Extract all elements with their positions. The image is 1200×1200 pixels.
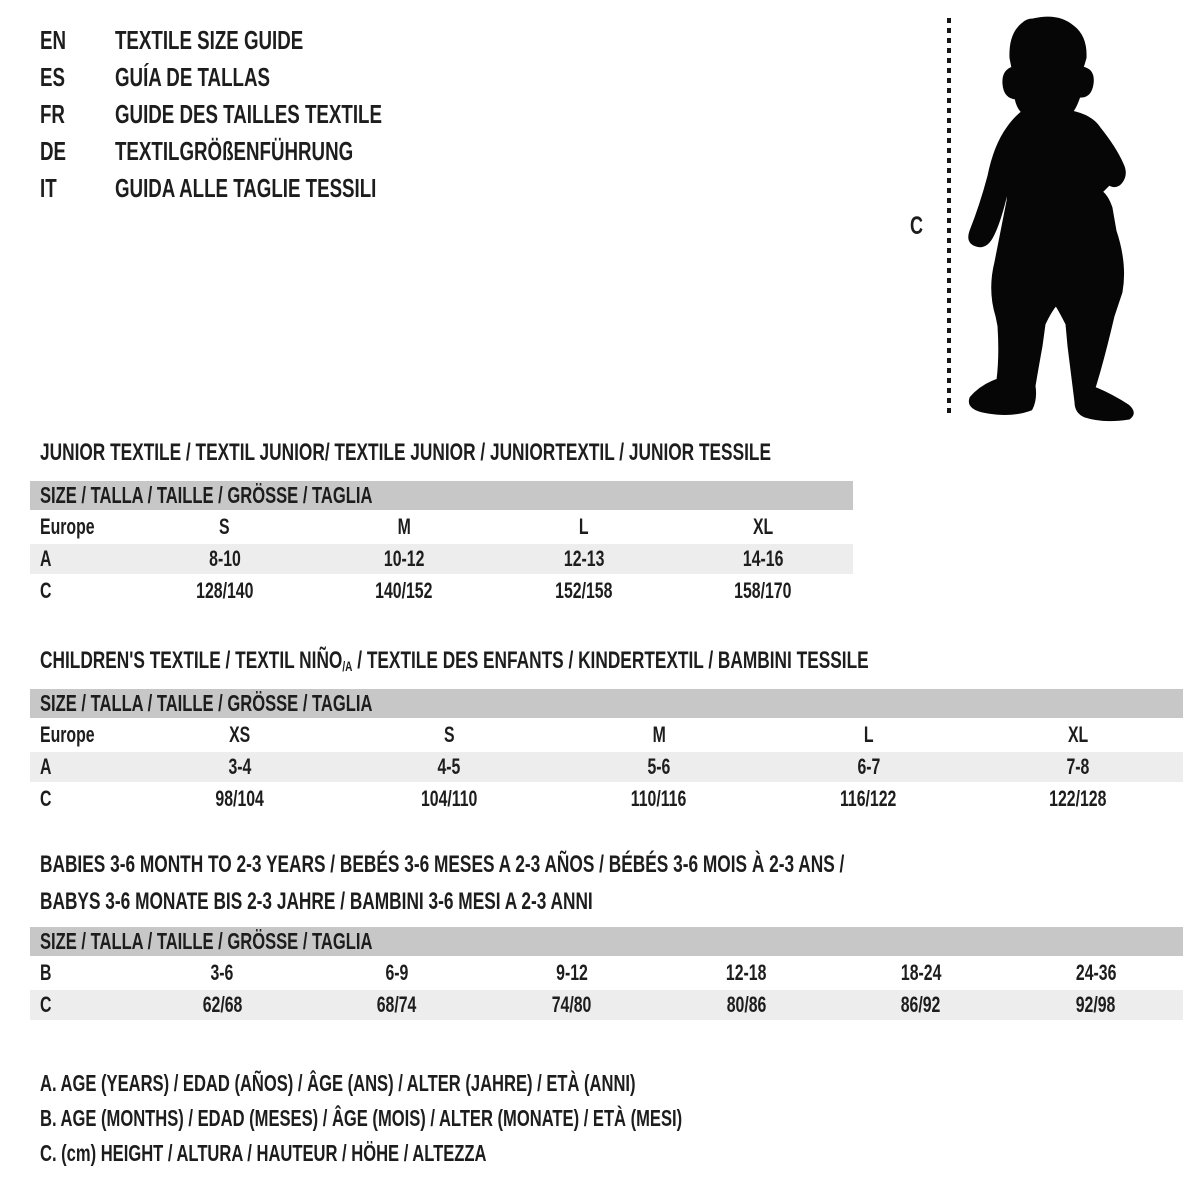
junior-size-table: [30, 479, 853, 608]
children-size-table: [30, 687, 1183, 816]
language-title-list: [40, 22, 486, 207]
table-row: [30, 576, 853, 606]
size-header-label: SIZE / TALLA / TAILLE / GRÖSSE / TAGLIA: [40, 928, 373, 954]
guide-title-de: TEXTILGRÖßENFÜHRUNG: [115, 136, 354, 166]
language-row-es: [40, 59, 486, 96]
row-label: C: [40, 578, 52, 603]
age-cell: 7-8: [1066, 754, 1090, 779]
age-cell: 10-12: [383, 546, 425, 571]
measure-legend: [40, 1066, 932, 1171]
table-row: [30, 958, 1183, 988]
language-code: EN: [40, 25, 67, 55]
height-cell: 158/170: [734, 578, 792, 603]
row-label: Europe: [40, 722, 95, 747]
language-code: FR: [40, 99, 65, 129]
height-cell: 86/92: [901, 992, 941, 1017]
row-label: B: [40, 960, 52, 985]
babies-heading-line2: BABYS 3-6 MONATE BIS 2-3 JAHRE / BAMBINI 3-6 MESI A 2-3 ANNI: [40, 888, 593, 915]
language-row-it: [40, 170, 486, 207]
row-label: A: [40, 754, 52, 779]
row-label: C: [40, 786, 52, 811]
age-cell: 3-4: [228, 754, 252, 779]
table-row: [30, 544, 853, 574]
height-measure-label: C: [910, 212, 924, 240]
size-cell: M: [652, 722, 666, 747]
size-cell: S: [219, 514, 231, 539]
guide-title-it: GUIDA ALLE TAGLIE TESSILI: [115, 173, 377, 203]
guide-title-es: GUÍA DE TALLAS: [115, 62, 270, 92]
age-cell: 3-6: [210, 960, 234, 985]
babies-heading-line1: BABIES 3-6 MONTH TO 2-3 YEARS / BEBÉS 3-6 MESES A 2-3 AÑOS / BÉBÉS 3-6 MOIS À 2-3 ANS /: [40, 851, 845, 878]
table-row: [30, 512, 853, 542]
height-cell: 122/128: [1049, 786, 1107, 811]
height-cell: 152/158: [555, 578, 613, 603]
table-header-row: [30, 689, 1183, 718]
legend-line-c: C. (cm) HEIGHT / ALTURA / HAUTEUR / HÖHE / ALTEZZA: [40, 1140, 487, 1166]
nino-a-subscript: /A: [342, 658, 353, 674]
table-row: [30, 720, 1183, 750]
age-cell: 6-7: [857, 754, 881, 779]
age-cell: 12-13: [563, 546, 605, 571]
age-cell: 4-5: [437, 754, 461, 779]
language-row-fr: [40, 96, 486, 133]
age-cell: 12-18: [726, 960, 767, 985]
age-cell: 9-12: [555, 960, 588, 985]
legend-line-a: A. AGE (YEARS) / EDAD (AÑOS) / ÂGE (ANS) / ALTER (JAHRE) / ETÀ (ANNI): [40, 1070, 636, 1096]
size-header-label: SIZE / TALLA / TAILLE / GRÖSSE / TAGLIA: [40, 690, 373, 716]
babies-size-table: [30, 925, 1183, 1022]
size-cell: L: [863, 722, 874, 747]
size-cell: L: [578, 514, 589, 539]
table-row: [30, 752, 1183, 782]
height-cell: 116/122: [840, 786, 897, 811]
age-cell: 5-6: [647, 754, 671, 779]
size-cell: M: [397, 514, 411, 539]
babies-section-heading: [40, 846, 1157, 920]
size-cell: XS: [229, 722, 251, 747]
age-cell: 14-16: [742, 546, 784, 571]
size-cell: XL: [1068, 722, 1089, 747]
guide-title-en: TEXTILE SIZE GUIDE: [115, 25, 304, 55]
children-section-heading: CHILDREN'S TEXTILE / TEXTIL NIÑO/A / TEXTILE DES ENFANTS / KINDERTEXTIL / BAMBINI TESSILE: [40, 647, 869, 674]
junior-section-heading: JUNIOR TEXTILE / TEXTIL JUNIOR/ TEXTILE JUNIOR / JUNIORTEXTIL / JUNIOR TESSILE: [40, 439, 771, 466]
size-cell: S: [444, 722, 455, 747]
legend-line-b: B. AGE (MONTHS) / EDAD (MESES) / ÂGE (MOIS) / ALTER (MONATE) / ETÀ (MESI): [40, 1105, 683, 1131]
language-code: IT: [40, 173, 57, 203]
height-cell: 110/116: [631, 786, 687, 811]
height-cell: 92/98: [1075, 992, 1116, 1017]
age-cell: 18-24: [900, 960, 942, 985]
language-code: DE: [40, 136, 67, 166]
age-cell: 6-9: [385, 960, 409, 985]
row-label: Europe: [40, 514, 95, 539]
height-cell: 98/104: [215, 786, 265, 811]
height-measure-line: [947, 18, 951, 418]
table-row: [30, 784, 1183, 814]
height-cell: 68/74: [377, 992, 417, 1017]
language-row-en: [40, 22, 486, 59]
age-cell: 8-10: [208, 546, 241, 571]
height-cell: 140/152: [375, 578, 433, 603]
table-header-row: [30, 481, 853, 510]
language-code: ES: [40, 62, 65, 92]
height-cell: 80/86: [726, 992, 767, 1017]
size-cell: XL: [753, 514, 774, 539]
height-cell: 128/140: [196, 578, 254, 603]
table-row: [30, 990, 1183, 1020]
toddler-silhouette-icon: [963, 16, 1139, 424]
height-cell: 74/80: [551, 992, 592, 1017]
guide-title-fr: GUIDE DES TAILLES TEXTILE: [115, 99, 382, 129]
row-label: C: [40, 992, 52, 1017]
row-label: A: [40, 546, 52, 571]
language-row-de: [40, 133, 486, 170]
age-cell: 24-36: [1075, 960, 1116, 985]
height-cell: 104/110: [421, 786, 478, 811]
height-cell: 62/68: [202, 992, 243, 1017]
size-header-label: SIZE / TALLA / TAILLE / GRÖSSE / TAGLIA: [40, 482, 373, 508]
table-header-row: [30, 927, 1183, 956]
